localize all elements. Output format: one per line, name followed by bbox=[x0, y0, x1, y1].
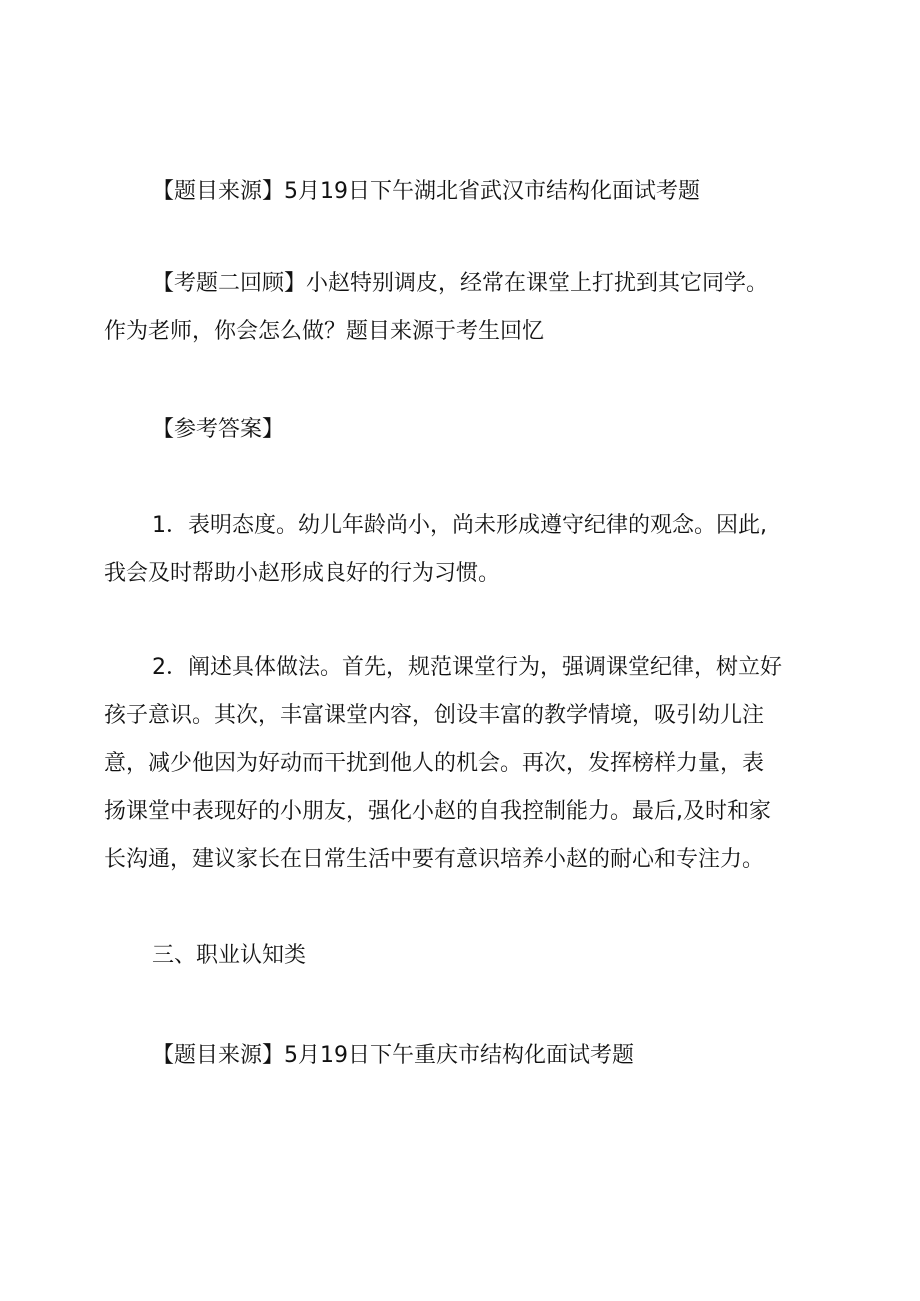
text-line: 【题目来源】5月19日下午重庆市结构化面试考题 bbox=[152, 1043, 634, 1068]
text-line: 【考题二回顾】小赵特别调皮，经常在课堂上打扰到其它同学。 bbox=[152, 271, 769, 296]
paragraph-section-3-heading bbox=[104, 940, 804, 972]
text-line: 孩子意识。其次，丰富课堂内容，创设丰富的教学情境，吸引幼儿注 bbox=[104, 703, 765, 728]
text-line: 扬课堂中表现好的小朋友，强化小赵的自我控制能力。最后,及时和家 bbox=[104, 799, 771, 824]
text-line: 【题目来源】5月19日下午湖北省武汉市结构化面试考题 bbox=[152, 179, 700, 204]
paragraph-answer-point-1 bbox=[104, 510, 804, 590]
paragraph-reference-answer-heading bbox=[104, 414, 804, 446]
text-line: 2．阐述具体做法。首先，规范课堂行为，强调课堂纪律，树立好 bbox=[152, 655, 782, 680]
text-line: 长沟通，建议家长在日常生活中要有意识培养小赵的耐心和专注力。 bbox=[104, 847, 765, 872]
paragraph-source-1 bbox=[104, 176, 804, 208]
text-line: 作为老师，你会怎么做？题目来源于考生回忆 bbox=[104, 319, 545, 344]
text-line: 1．表明态度。幼儿年龄尚小，尚未形成遵守纪律的观念。因此, bbox=[152, 513, 767, 538]
text-line: 我会及时帮助小赵形成良好的行为习惯。 bbox=[104, 561, 501, 586]
paragraph-answer-point-2 bbox=[104, 652, 804, 876]
text-line: 意，减少他因为好动而干扰到他人的机会。再次，发挥榜样力量，表 bbox=[104, 751, 765, 776]
paragraph-source-2 bbox=[104, 1040, 804, 1072]
text-line: 【参考答案】 bbox=[152, 417, 285, 442]
text-line: 三、职业认知类 bbox=[152, 943, 307, 968]
paragraph-question-2-review bbox=[104, 268, 804, 348]
